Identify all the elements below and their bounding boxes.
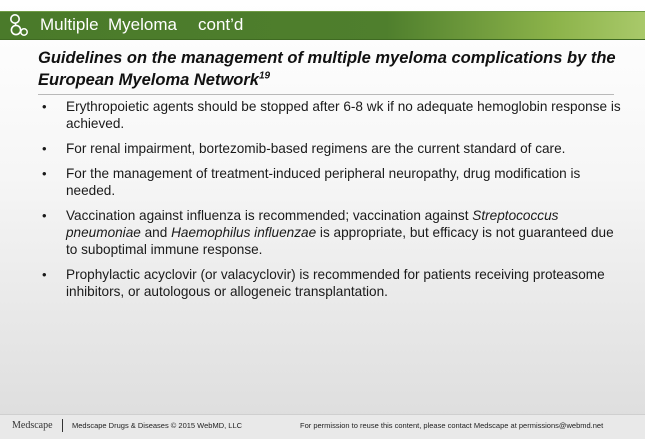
bullet-text-segment: Prophylactic acyclovir (or valacyclovir) is recommended for patients receiving proteasome inhibitors, or autologous or allogeneic transplantation. bbox=[66, 267, 605, 299]
bullet-item bbox=[38, 207, 628, 258]
reference-superscript: 19 bbox=[258, 70, 271, 82]
bullet-text-segment: For renal impairment, bortezomib-based regimens are the current standard of care. bbox=[66, 141, 566, 156]
bullet-text-italic: Streptococcus pneumoniae bbox=[66, 208, 559, 240]
bullet-item bbox=[38, 266, 628, 300]
bullet-text bbox=[66, 267, 605, 299]
bullet-marker: • bbox=[42, 166, 47, 181]
slide-title: Multiple Myeloma bbox=[40, 15, 177, 34]
bullet-marker: • bbox=[42, 141, 47, 156]
bullet-item bbox=[38, 98, 628, 132]
bullet-marker: • bbox=[42, 208, 47, 223]
footer-divider bbox=[62, 419, 63, 432]
heading-divider bbox=[38, 94, 614, 95]
bullet-text bbox=[66, 166, 580, 198]
bullet-item bbox=[38, 140, 628, 157]
bullet-text-segment: Vaccination against influenza is recommended; vaccination against bbox=[66, 208, 473, 223]
bullet-text-segment: For the management of treatment-induced peripheral neuropathy, drug modification is needed. bbox=[66, 166, 581, 198]
bullet-text bbox=[66, 208, 614, 257]
footer-bar bbox=[0, 414, 645, 439]
molecule-logo-icon bbox=[8, 13, 30, 37]
footer-permission-notice: For permission to reuse this content, please contact Medscape at permissions@webmd.net bbox=[300, 421, 604, 430]
medscape-logo: Medscape bbox=[12, 420, 53, 431]
bullet-text-segment: Erythropoietic agents should be stopped after 6-8 wk if no adequate hemoglobin response is achieved. bbox=[66, 99, 621, 131]
footer-copyright: Medscape Drugs & Diseases © 2015 WebMD, LLC bbox=[72, 421, 243, 430]
bullet-marker: • bbox=[42, 267, 47, 282]
bullet-marker: • bbox=[42, 99, 47, 114]
section-heading bbox=[38, 47, 628, 91]
section-heading-text: Guidelines on the management of multiple myeloma complications by the European Myeloma Network bbox=[38, 49, 616, 89]
bullet-list bbox=[38, 98, 628, 308]
bullet-text-segment: and bbox=[140, 225, 172, 240]
bullet-text bbox=[66, 141, 565, 156]
bullet-text-segment: is appropriate, but efficacy is not guaranteed due to suboptimal immune response. bbox=[66, 225, 614, 257]
bullet-text bbox=[66, 99, 621, 131]
header-bar bbox=[0, 11, 645, 40]
bullet-text-italic: Haemophilus influenzae bbox=[171, 225, 317, 240]
slide-title-continued: cont’d bbox=[198, 15, 244, 34]
bullet-item bbox=[38, 165, 628, 199]
